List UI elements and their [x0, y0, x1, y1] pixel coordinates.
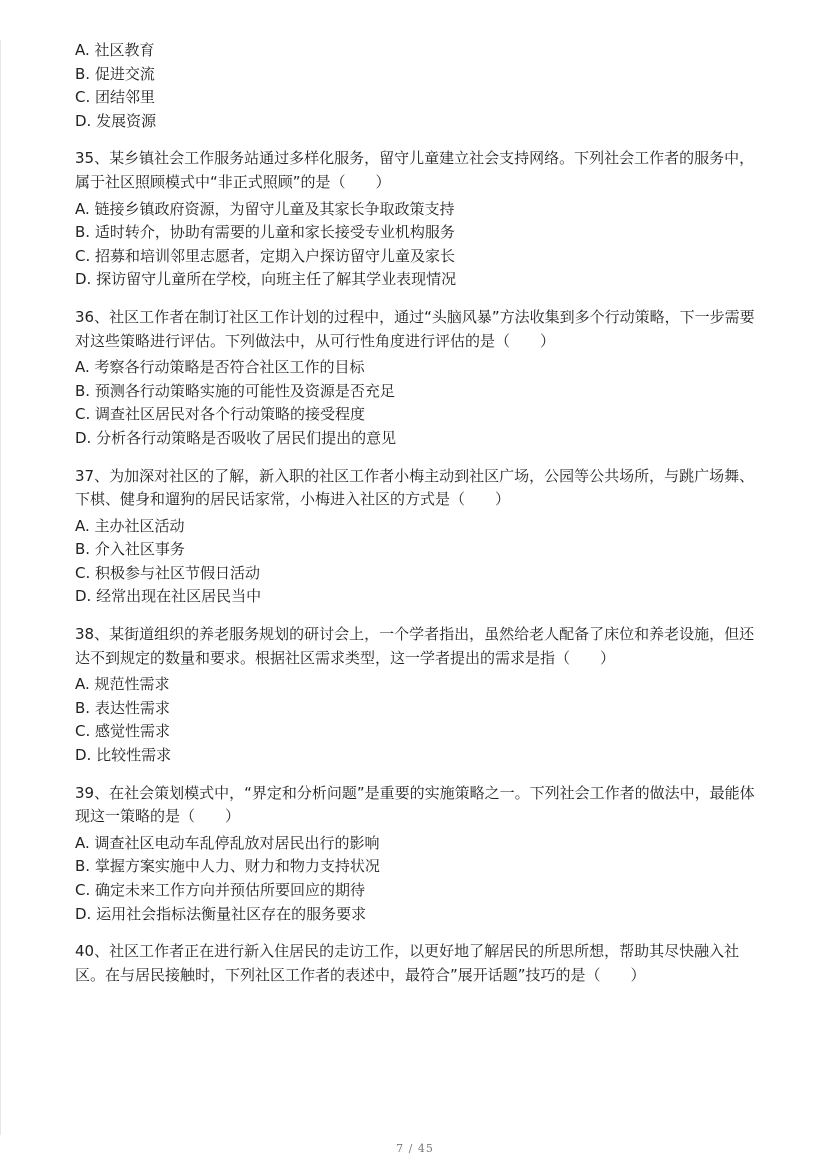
option-item: A. 主办社区活动	[75, 516, 185, 535]
option-item: A. 规范性需求	[75, 675, 170, 694]
option-item: A. 考察各行动策略是否符合社区工作的目标	[75, 358, 365, 377]
option-item: A. 链接乡镇政府资源，为留守儿童及其家长争取政策支持	[75, 199, 455, 218]
option-item: D. 分析各行动策略是否吸收了居民们提出的意见	[75, 428, 397, 447]
question-text: 35、某乡镇社会工作服务站通过多样化服务，留守儿童建立社会支持网络。下列社会工作者的服务中，属于社区照顾模式中“非正式照顾”的是（ ）	[75, 149, 755, 191]
option-item: A. 社区教育	[75, 41, 155, 59]
option-item: B. 介入社区事务	[75, 540, 185, 559]
question-37	[75, 465, 765, 610]
question-35	[75, 147, 765, 292]
question-text: 39、在社会策划模式中，“界定和分析问题”是重要的实施策略之一。下列社会工作者的做法中，最能体现这一策略的是（ ）	[75, 783, 755, 826]
option-item: B. 适时转介，协助有需要的儿童和家长接受专业机构服务	[75, 223, 455, 242]
option-item: B. 预测各行动策略实施的可能性及资源是否充足	[75, 381, 395, 400]
option-item: C. 积极参与社区节假日活动	[75, 563, 261, 582]
question-text: 40、社区工作者正在进行新入住居民的走访工作，以更好地了解居民的所思所想，帮助其尽快融入社区。在与居民接触时，下列社区工作者的表述中，最符合”展开话题”技巧的是（ ）	[75, 942, 740, 984]
question-40	[75, 940, 765, 987]
question-38	[75, 623, 765, 768]
option-item: B. 表达性需求	[75, 698, 170, 717]
option-item: D. 运用社会指标法衡量社区存在的服务要求	[75, 904, 367, 923]
option-item: C. 确定未来工作方向并预估所要回应的期待	[75, 881, 366, 899]
page-content	[75, 39, 765, 990]
question-text: 36、社区工作者在制订社区工作计划的过程中，通过“头脑风暴”方法收集到多个行动策略，下一步需要对这些策略进行评估。下列做法中，从可行性角度进行评估的是（ ）	[75, 307, 755, 350]
option-item: D. 探访留守儿童所在学校，向班主任了解其学业表现情况	[75, 270, 457, 289]
option-item: C. 感觉性需求	[75, 722, 171, 741]
question-39	[75, 782, 765, 927]
option-item: B. 促进交流	[75, 64, 155, 83]
option-item: D. 发展资源	[75, 111, 157, 130]
option-item: A. 调查社区电动车乱停乱放对居民出行的影响	[75, 833, 380, 852]
page-edge-divider	[0, 40, 1, 1135]
previous-question-options	[75, 39, 765, 133]
option-item: D. 经常出现在社区居民当中	[75, 587, 262, 606]
question-36	[75, 306, 765, 451]
question-text: 38、某街道组织的养老服务规划的研讨会上，一个学者指出，虽然给老人配备了床位和养老设施，但还达不到规定的数量和要求。根据社区需求类型，这一学者提出的需求是指（ ）	[75, 625, 755, 667]
option-item: B. 掌握方案实施中人力、财力和物力支持状况	[75, 857, 380, 876]
option-item: C. 团结邻里	[75, 88, 156, 107]
question-text: 37、为加深对社区的了解，新入职的社区工作者小梅主动到社区广场，公园等公共场所，与跳广场舞、下棋、健身和遛狗的居民话家常，小梅进入社区的方式是（ ）	[75, 466, 755, 509]
option-item: D. 比较性需求	[75, 746, 172, 765]
page-number: 7 / 45	[396, 1142, 434, 1155]
option-item: C. 调查社区居民对各个行动策略的接受程度	[75, 405, 366, 424]
option-item: C. 招募和培训邻里志愿者，定期入户探访留守儿童及家长	[75, 246, 456, 265]
